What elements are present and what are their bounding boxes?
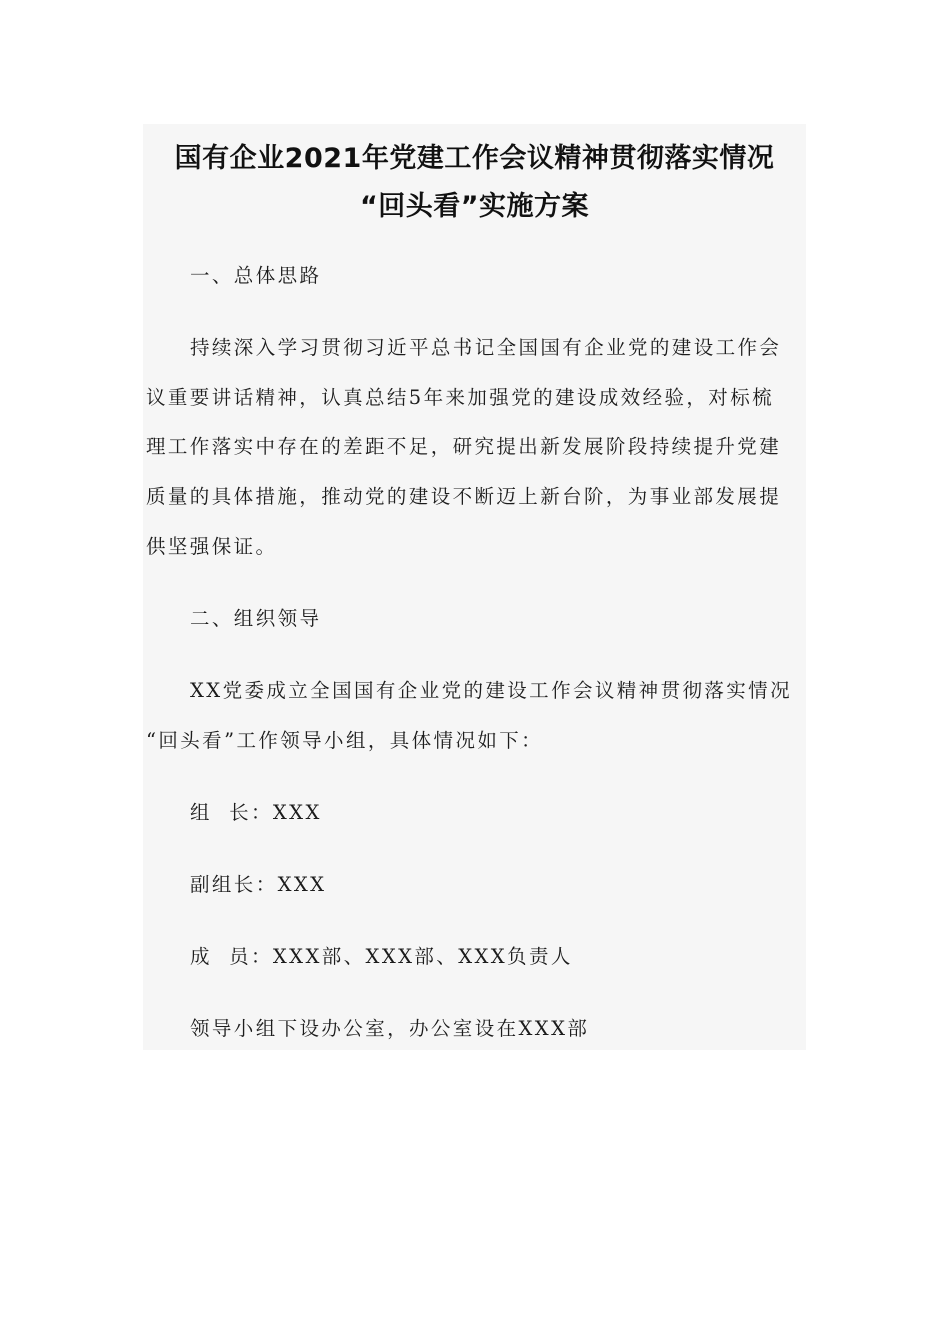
office-line: 领导小组下设办公室，办公室设在XXX部	[190, 1017, 590, 1040]
leader-line: 组 长：XXX	[190, 801, 322, 824]
paragraph-line: 持续深入学习贯彻习近平总书记全国国有企业党的建设工作会	[190, 336, 782, 359]
paragraph-line: 质量的具体措施，推动党的建设不断迈上新台阶，为事业部发展提	[146, 485, 782, 508]
deputy-leader-line: 副组长：XXX	[190, 873, 327, 896]
members-line: 成 员：XXX部、XXX部、XXX负责人	[190, 945, 573, 968]
paragraph-line: “回头看”工作领导小组，具体情况如下：	[146, 729, 544, 752]
document-page	[143, 124, 806, 1050]
document-title-line-1: 国有企业2021年党建工作会议精神贯彻落实情况	[174, 143, 775, 174]
paragraph-line: 议重要讲话精神，认真总结5年来加强党的建设成效经验，对标梳	[146, 386, 775, 409]
section-1-heading: 一、总体思路	[190, 264, 322, 287]
paragraph-line: XX党委成立全国国有企业党的建设工作会议精神贯彻落实情况	[190, 679, 792, 702]
paragraph-line: 理工作落实中存在的差距不足，研究提出新发展阶段持续提升党建	[146, 435, 782, 458]
document-title-line-2: “回头看”实施方案	[360, 191, 589, 222]
paragraph-line: 供坚强保证。	[146, 535, 278, 558]
section-2-heading: 二、组织领导	[190, 607, 322, 630]
